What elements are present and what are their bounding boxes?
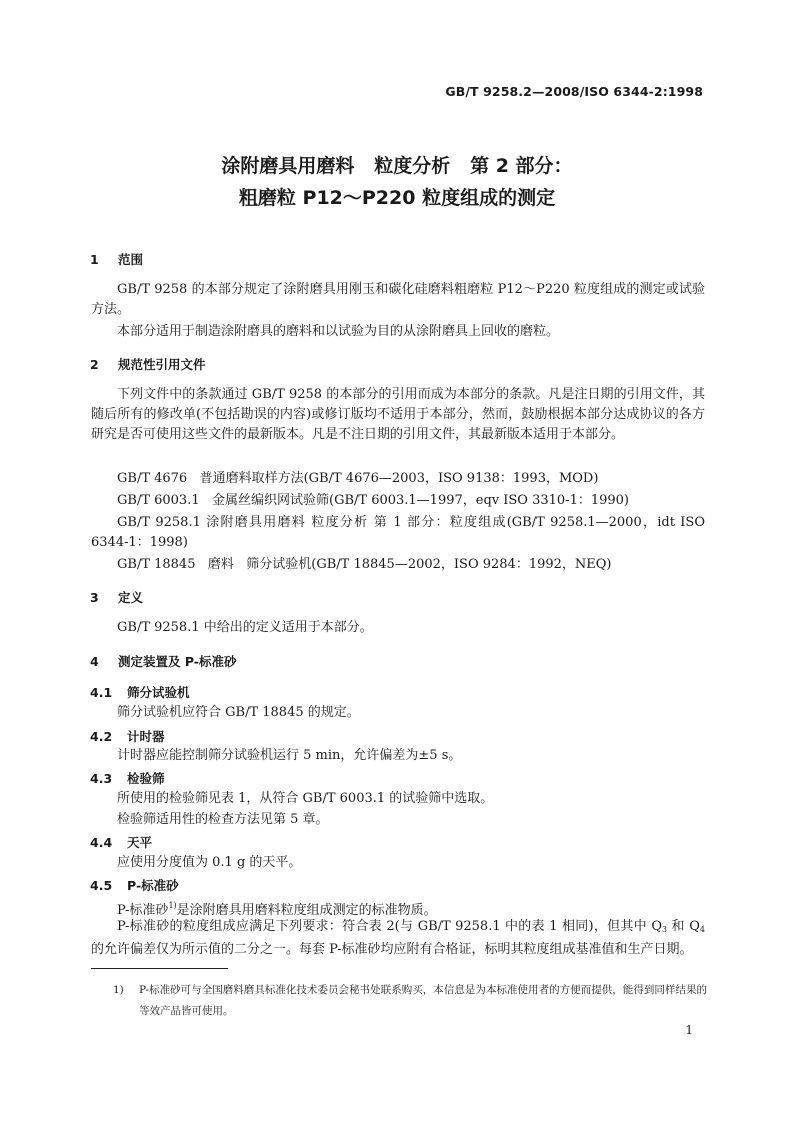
reference-item: GB/T 9258.1 涂附磨具用磨料 粒度分析 第 1 部分：粒度组成(GB/T 9258.1—2000，idt ISO 6344-1：1998) <box>91 515 705 550</box>
page-number: 1 <box>685 1023 693 1037</box>
section-number: 4.3 <box>90 771 113 786</box>
footnote <box>115 980 707 1022</box>
footnote-text: P-标准砂可与全国磨料磨具标准化技术委员会秘书处联系购买，本信息是为本标准使用者的方便而提供，能得到同样结果的等效产品皆可使用。 <box>139 984 707 1017</box>
paragraph: 所使用的检验筛见表 1，从符合 GB/T 6003.1 的试验筛中选取。 <box>117 791 494 806</box>
section-1-heading <box>90 250 143 268</box>
paragraph: 计时器应能控制筛分试验机运行 5 min，允许偏差为±5 s。 <box>117 748 462 763</box>
section-3-heading <box>90 588 143 606</box>
standard-number: GB/T 9258.2—2008/ISO 6344-2:1998 <box>445 84 703 99</box>
section-number: 4 <box>90 654 99 669</box>
paragraph: GB/T 9258.1 中给出的定义适用于本部分。 <box>117 620 373 635</box>
section-number: 3 <box>90 590 99 605</box>
section-number: 2 <box>90 357 99 372</box>
reference-item: GB/T 6003.1 金属丝编织网试验筛(GB/T 6003.1—1997，eqv ISO 3310-1：1990) <box>117 493 629 508</box>
reference-item: GB/T 18845 磨料 筛分试验机(GB/T 18845—2002，ISO 9284：1992，NEQ) <box>117 557 612 572</box>
document-title-line-1: 涂附磨具用磨料 粒度分析 第 2 部分： <box>221 155 573 177</box>
text-run: P-标准砂的粒度组成应满足下列要求：符合表 2(与 GB/T 9258.1 中的表 1 相同)，但其中 Q <box>117 919 663 934</box>
paragraph: 下列文件中的条款通过 GB/T 9258 的本部分的引用而成为本部分的条款。凡是注日期的引用文件，其随后所有的修改单(不包括勘误的内容)或修订版均不适用于本部分，然而，鼓励根据本部分达成协议的各方研究是否可使用这些文件的最新版本。凡是不注日期的引用文件，其最新版本适用于本部分。 <box>91 387 705 442</box>
text-run: 的允许偏差仅为所示值的二分之一。每套 P-标准砂均应附有合格证，标明其粒度组成基准值和生产日期。 <box>91 942 693 957</box>
reference-item: GB/T 4676 普通磨料取样方法(GB/T 4676—2003，ISO 9138：1993，MOD) <box>117 471 599 486</box>
section-number: 4.2 <box>90 729 113 744</box>
section-4-heading <box>90 652 236 670</box>
footnote-divider <box>91 968 228 969</box>
section-title: 范围 <box>118 252 144 267</box>
subscript: 4 <box>699 925 705 934</box>
subscript: 3 <box>662 925 668 934</box>
document-title-line-2: 粗磨粒 P12～P220 粒度组成的测定 <box>238 187 556 209</box>
section-2-heading <box>90 355 206 373</box>
section-number: 1 <box>90 252 99 267</box>
footnote-reference: 1) <box>168 901 177 910</box>
text-run: 和 Q <box>667 919 700 934</box>
subsection-4-5-heading <box>90 876 179 894</box>
paragraph: 检验筛适用性的检查方法见第 5 章。 <box>117 812 329 827</box>
section-number: 4.1 <box>90 685 113 700</box>
section-number: 4.4 <box>90 835 113 850</box>
section-title: 筛分试验机 <box>127 685 190 700</box>
section-title: 定义 <box>118 590 144 605</box>
paragraph: 本部分适用于制造涂附磨具的磨料和以试验为目的从涂附磨具上回收的磨粒。 <box>117 324 560 339</box>
section-title: 天平 <box>127 835 153 850</box>
paragraph <box>91 917 705 960</box>
paragraph: GB/T 9258 的本部分规定了涂附磨具用刚玉和碳化硅磨料粗磨粒 P12～P220 粒度组成的测定或试验方法。 <box>91 282 705 317</box>
section-title: 规范性引用文件 <box>118 357 206 372</box>
section-title: 计时器 <box>127 729 165 744</box>
text-run: 是涂附磨具用磨料粒度组成测定的标准物质。 <box>176 903 437 918</box>
section-title: 检验筛 <box>127 771 165 786</box>
paragraph: 筛分试验机应符合 GB/T 18845 的规定。 <box>117 705 360 720</box>
subsection-4-1-heading <box>90 683 190 701</box>
subsection-4-2-heading <box>90 727 165 745</box>
subsection-4-4-heading <box>90 833 152 851</box>
text-run: P-标准砂 <box>117 903 169 918</box>
section-title: P-标准砂 <box>127 878 179 893</box>
section-number: 4.5 <box>90 878 113 893</box>
subsection-4-3-heading <box>90 769 165 787</box>
section-title: 测定装置及 P-标准砂 <box>118 654 237 669</box>
footnote-mark: 1) <box>113 984 124 996</box>
paragraph: 应使用分度值为 0.1 g 的天平。 <box>117 855 302 870</box>
